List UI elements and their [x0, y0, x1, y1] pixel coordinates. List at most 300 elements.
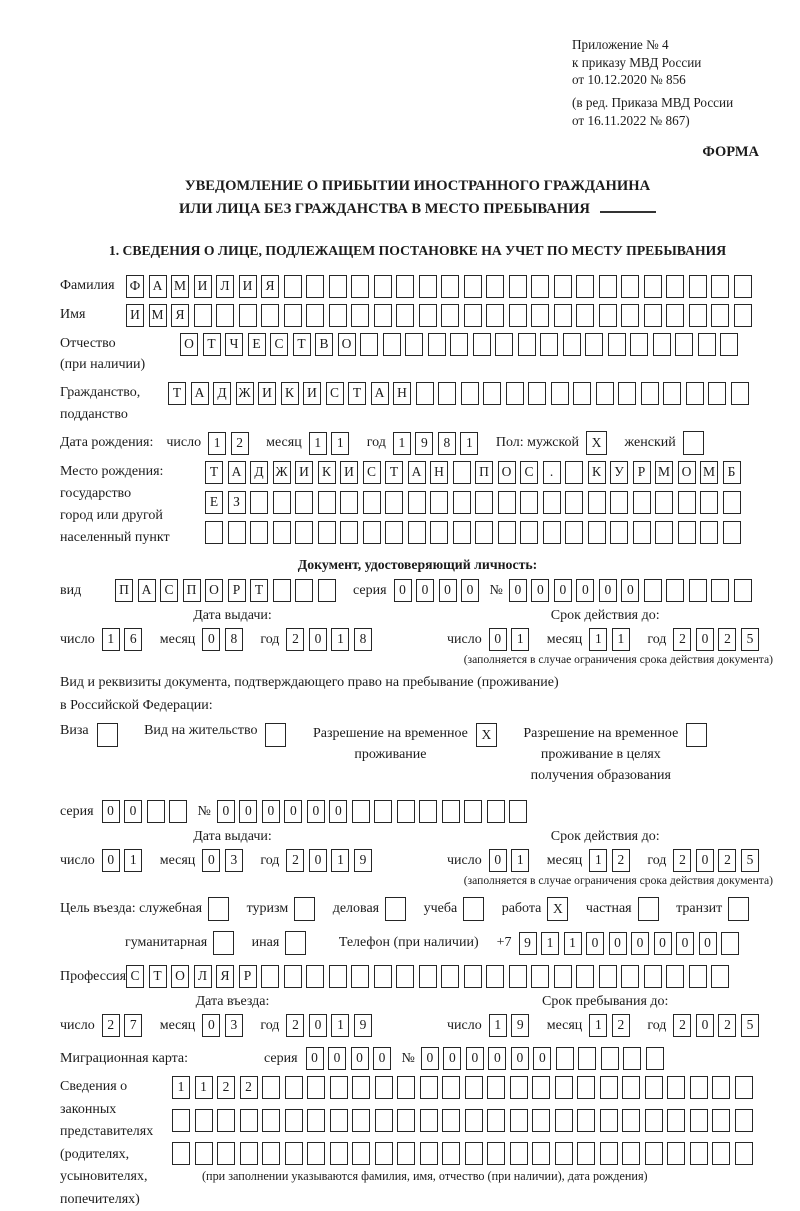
form-cell[interactable] [416, 382, 434, 405]
form-cell[interactable]: 0 [554, 579, 572, 602]
form-cell[interactable]: О [171, 965, 189, 988]
form-cell[interactable] [330, 1142, 348, 1165]
form-cell[interactable]: 1 [393, 432, 411, 455]
form-cell[interactable] [195, 1142, 213, 1165]
form-cell[interactable] [375, 1109, 393, 1132]
form-cell[interactable] [464, 304, 482, 327]
form-cell[interactable] [396, 304, 414, 327]
form-cell[interactable] [644, 965, 662, 988]
form-cell[interactable]: А [138, 579, 156, 602]
form-cell[interactable] [563, 333, 581, 356]
form-cell[interactable] [239, 304, 257, 327]
form-cell[interactable]: X [476, 723, 497, 747]
form-cell[interactable]: 0 [202, 849, 220, 872]
form-cell[interactable] [678, 521, 696, 544]
form-cell[interactable]: П [475, 461, 493, 484]
form-cell[interactable] [734, 275, 752, 298]
form-cell[interactable]: 6 [124, 628, 142, 651]
form-cell[interactable]: И [295, 461, 313, 484]
form-cell[interactable] [618, 382, 636, 405]
form-cell[interactable]: Т [205, 461, 223, 484]
form-cell[interactable] [250, 491, 268, 514]
form-cell[interactable]: М [700, 461, 718, 484]
form-cell[interactable]: И [303, 382, 321, 405]
form-cell[interactable] [576, 965, 594, 988]
form-cell[interactable]: Е [248, 333, 266, 356]
form-cell[interactable] [686, 382, 704, 405]
form-cell[interactable] [195, 1109, 213, 1132]
form-cell[interactable]: 9 [519, 932, 537, 955]
form-cell[interactable] [330, 1076, 348, 1099]
form-cell[interactable] [735, 1142, 753, 1165]
form-cell[interactable]: 1 [564, 932, 582, 955]
form-cell[interactable] [622, 1109, 640, 1132]
form-cell[interactable] [509, 304, 527, 327]
form-cell[interactable] [596, 382, 614, 405]
form-cell[interactable] [397, 800, 415, 823]
form-cell[interactable] [329, 304, 347, 327]
form-cell[interactable]: Т [149, 965, 167, 988]
form-cell[interactable] [622, 1076, 640, 1099]
form-cell[interactable]: 2 [612, 849, 630, 872]
form-cell[interactable]: Р [228, 579, 246, 602]
form-cell[interactable]: 2 [286, 849, 304, 872]
form-cell[interactable] [633, 491, 651, 514]
form-cell[interactable]: 2 [102, 1014, 120, 1037]
form-cell[interactable] [518, 333, 536, 356]
form-cell[interactable] [653, 333, 671, 356]
form-cell[interactable]: 1 [172, 1076, 190, 1099]
form-cell[interactable] [728, 897, 749, 921]
form-cell[interactable] [475, 521, 493, 544]
form-cell[interactable] [453, 521, 471, 544]
form-cell[interactable]: Л [194, 965, 212, 988]
form-cell[interactable]: 1 [541, 932, 559, 955]
form-cell[interactable] [666, 579, 684, 602]
form-cell[interactable]: В [315, 333, 333, 356]
form-cell[interactable] [329, 275, 347, 298]
form-cell[interactable]: О [678, 461, 696, 484]
form-cell[interactable] [644, 579, 662, 602]
form-cell[interactable]: 1 [460, 432, 478, 455]
form-cell[interactable]: О [180, 333, 198, 356]
form-cell[interactable]: Р [633, 461, 651, 484]
form-cell[interactable] [352, 1142, 370, 1165]
form-cell[interactable] [551, 382, 569, 405]
form-cell[interactable] [250, 521, 268, 544]
form-cell[interactable]: Л [216, 275, 234, 298]
form-cell[interactable] [506, 382, 524, 405]
form-cell[interactable]: И [239, 275, 257, 298]
form-cell[interactable]: 9 [354, 1014, 372, 1037]
form-cell[interactable]: 0 [416, 579, 434, 602]
form-cell[interactable]: 2 [612, 1014, 630, 1037]
form-cell[interactable] [464, 965, 482, 988]
form-cell[interactable] [711, 304, 729, 327]
form-cell[interactable] [420, 1109, 438, 1132]
form-cell[interactable] [419, 275, 437, 298]
form-cell[interactable] [510, 1076, 528, 1099]
form-cell[interactable] [172, 1142, 190, 1165]
form-cell[interactable] [217, 1142, 235, 1165]
form-cell[interactable]: 0 [443, 1047, 461, 1070]
form-cell[interactable] [698, 333, 716, 356]
form-cell[interactable] [295, 491, 313, 514]
form-cell[interactable]: К [588, 461, 606, 484]
form-cell[interactable] [708, 382, 726, 405]
form-cell[interactable] [621, 304, 639, 327]
form-cell[interactable]: Т [385, 461, 403, 484]
form-cell[interactable] [520, 521, 538, 544]
form-cell[interactable] [262, 1142, 280, 1165]
form-cell[interactable]: 5 [741, 849, 759, 872]
form-cell[interactable] [318, 579, 336, 602]
form-cell[interactable]: Н [393, 382, 411, 405]
form-cell[interactable]: 0 [202, 1014, 220, 1037]
form-cell[interactable] [645, 1076, 663, 1099]
form-cell[interactable] [442, 800, 460, 823]
form-cell[interactable]: 0 [461, 579, 479, 602]
form-cell[interactable] [420, 1142, 438, 1165]
form-cell[interactable]: 0 [696, 1014, 714, 1037]
form-cell[interactable] [487, 1076, 505, 1099]
form-cell[interactable]: О [338, 333, 356, 356]
form-cell[interactable]: 1 [589, 628, 607, 651]
form-cell[interactable] [543, 491, 561, 514]
form-cell[interactable] [498, 491, 516, 514]
form-cell[interactable] [638, 897, 659, 921]
form-cell[interactable] [555, 1109, 573, 1132]
form-cell[interactable]: 0 [394, 579, 412, 602]
form-cell[interactable] [554, 965, 572, 988]
form-cell[interactable] [576, 275, 594, 298]
form-cell[interactable]: О [498, 461, 516, 484]
form-cell[interactable] [307, 1076, 325, 1099]
form-cell[interactable]: П [115, 579, 133, 602]
form-cell[interactable] [540, 333, 558, 356]
form-cell[interactable] [261, 965, 279, 988]
form-cell[interactable]: 0 [309, 628, 327, 651]
form-cell[interactable] [600, 1142, 618, 1165]
form-cell[interactable] [644, 304, 662, 327]
form-cell[interactable] [588, 521, 606, 544]
form-cell[interactable] [217, 1109, 235, 1132]
form-cell[interactable] [675, 333, 693, 356]
form-cell[interactable] [442, 1076, 460, 1099]
form-cell[interactable] [329, 965, 347, 988]
form-cell[interactable] [623, 1047, 641, 1070]
form-cell[interactable]: 1 [331, 432, 349, 455]
form-cell[interactable]: 0 [351, 1047, 369, 1070]
form-cell[interactable] [734, 579, 752, 602]
form-cell[interactable]: К [318, 461, 336, 484]
form-cell[interactable] [405, 333, 423, 356]
form-cell[interactable]: 0 [488, 1047, 506, 1070]
form-cell[interactable] [723, 491, 741, 514]
form-cell[interactable] [216, 304, 234, 327]
form-cell[interactable] [463, 897, 484, 921]
form-cell[interactable] [689, 965, 707, 988]
form-cell[interactable] [689, 275, 707, 298]
form-cell[interactable]: 0 [102, 800, 120, 823]
form-cell[interactable]: 0 [511, 1047, 529, 1070]
form-cell[interactable]: 9 [511, 1014, 529, 1037]
form-cell[interactable] [397, 1142, 415, 1165]
form-cell[interactable] [735, 1076, 753, 1099]
form-cell[interactable] [147, 800, 165, 823]
form-cell[interactable]: 0 [262, 800, 280, 823]
form-cell[interactable] [330, 1109, 348, 1132]
form-cell[interactable]: З [228, 491, 246, 514]
form-cell[interactable] [374, 275, 392, 298]
form-cell[interactable] [396, 965, 414, 988]
form-cell[interactable] [731, 382, 749, 405]
form-cell[interactable]: 0 [124, 800, 142, 823]
form-cell[interactable]: 0 [696, 849, 714, 872]
form-cell[interactable]: 1 [309, 432, 327, 455]
form-cell[interactable] [306, 304, 324, 327]
form-cell[interactable]: 1 [331, 1014, 349, 1037]
form-cell[interactable] [510, 1109, 528, 1132]
form-cell[interactable]: С [126, 965, 144, 988]
form-cell[interactable] [683, 431, 704, 455]
form-cell[interactable] [208, 897, 229, 921]
form-cell[interactable]: 1 [208, 432, 226, 455]
form-cell[interactable] [397, 1109, 415, 1132]
form-cell[interactable] [531, 275, 549, 298]
form-cell[interactable] [601, 1047, 619, 1070]
form-cell[interactable]: Т [250, 579, 268, 602]
form-cell[interactable]: П [183, 579, 201, 602]
form-cell[interactable] [385, 491, 403, 514]
form-cell[interactable]: 2 [286, 628, 304, 651]
form-cell[interactable] [385, 521, 403, 544]
form-cell[interactable] [720, 333, 738, 356]
form-cell[interactable]: 0 [696, 628, 714, 651]
form-cell[interactable] [498, 521, 516, 544]
form-cell[interactable]: 5 [741, 628, 759, 651]
form-cell[interactable] [262, 1076, 280, 1099]
form-cell[interactable]: И [126, 304, 144, 327]
form-cell[interactable] [464, 275, 482, 298]
form-cell[interactable] [690, 1142, 708, 1165]
form-cell[interactable] [420, 1076, 438, 1099]
form-cell[interactable] [576, 304, 594, 327]
form-cell[interactable]: 0 [202, 628, 220, 651]
form-cell[interactable]: 2 [217, 1076, 235, 1099]
form-cell[interactable]: 0 [489, 849, 507, 872]
form-cell[interactable] [351, 965, 369, 988]
form-cell[interactable]: С [363, 461, 381, 484]
form-cell[interactable] [419, 965, 437, 988]
form-cell[interactable] [430, 491, 448, 514]
form-cell[interactable] [555, 1076, 573, 1099]
form-cell[interactable] [655, 521, 673, 544]
form-cell[interactable]: 0 [309, 849, 327, 872]
form-cell[interactable]: Ж [273, 461, 291, 484]
form-cell[interactable] [473, 333, 491, 356]
form-cell[interactable]: 1 [102, 628, 120, 651]
form-cell[interactable] [509, 800, 527, 823]
form-cell[interactable] [689, 579, 707, 602]
form-cell[interactable] [663, 382, 681, 405]
form-cell[interactable]: 0 [676, 932, 694, 955]
form-cell[interactable] [666, 304, 684, 327]
form-cell[interactable] [667, 1076, 685, 1099]
form-cell[interactable]: 0 [586, 932, 604, 955]
form-cell[interactable]: Я [261, 275, 279, 298]
form-cell[interactable]: Ф [126, 275, 144, 298]
form-cell[interactable] [577, 1109, 595, 1132]
form-cell[interactable] [600, 1109, 618, 1132]
form-cell[interactable] [483, 382, 501, 405]
form-cell[interactable]: 0 [217, 800, 235, 823]
form-cell[interactable]: 0 [621, 579, 639, 602]
form-cell[interactable]: 9 [415, 432, 433, 455]
form-cell[interactable]: 2 [240, 1076, 258, 1099]
form-cell[interactable] [667, 1142, 685, 1165]
form-cell[interactable] [734, 304, 752, 327]
form-cell[interactable] [686, 723, 707, 747]
form-cell[interactable] [599, 275, 617, 298]
form-cell[interactable] [461, 382, 479, 405]
form-cell[interactable] [383, 333, 401, 356]
form-cell[interactable]: Т [348, 382, 366, 405]
form-cell[interactable]: 8 [225, 628, 243, 651]
form-cell[interactable]: 1 [124, 849, 142, 872]
form-cell[interactable] [419, 800, 437, 823]
form-cell[interactable]: 1 [195, 1076, 213, 1099]
form-cell[interactable]: 2 [718, 1014, 736, 1037]
form-cell[interactable] [352, 800, 370, 823]
form-cell[interactable] [284, 304, 302, 327]
form-cell[interactable] [374, 800, 392, 823]
form-cell[interactable]: 1 [589, 1014, 607, 1037]
form-cell[interactable]: 0 [609, 932, 627, 955]
form-cell[interactable]: 1 [511, 628, 529, 651]
form-cell[interactable]: 2 [286, 1014, 304, 1037]
form-cell[interactable]: 1 [589, 849, 607, 872]
form-cell[interactable]: И [340, 461, 358, 484]
form-cell[interactable] [646, 1047, 664, 1070]
form-cell[interactable] [273, 579, 291, 602]
form-cell[interactable]: 0 [631, 932, 649, 955]
form-cell[interactable] [555, 1142, 573, 1165]
form-cell[interactable]: М [149, 304, 167, 327]
form-cell[interactable] [306, 275, 324, 298]
form-cell[interactable] [487, 800, 505, 823]
form-cell[interactable] [318, 491, 336, 514]
form-cell[interactable] [556, 1047, 574, 1070]
form-cell[interactable] [240, 1109, 258, 1132]
form-cell[interactable]: 0 [654, 932, 672, 955]
form-cell[interactable]: 0 [284, 800, 302, 823]
form-cell[interactable] [363, 521, 381, 544]
form-cell[interactable] [630, 333, 648, 356]
form-cell[interactable] [531, 304, 549, 327]
form-cell[interactable] [700, 521, 718, 544]
form-cell[interactable]: 0 [533, 1047, 551, 1070]
form-cell[interactable]: К [281, 382, 299, 405]
form-cell[interactable] [385, 897, 406, 921]
form-cell[interactable] [689, 304, 707, 327]
form-cell[interactable]: 1 [331, 628, 349, 651]
form-cell[interactable]: Т [168, 382, 186, 405]
form-cell[interactable] [285, 1076, 303, 1099]
form-cell[interactable] [396, 275, 414, 298]
form-cell[interactable] [464, 800, 482, 823]
form-cell[interactable] [610, 521, 628, 544]
form-cell[interactable] [374, 965, 392, 988]
form-cell[interactable] [486, 275, 504, 298]
form-cell[interactable]: 2 [673, 849, 691, 872]
form-cell[interactable]: М [655, 461, 673, 484]
form-cell[interactable] [205, 521, 223, 544]
form-cell[interactable]: О [205, 579, 223, 602]
form-cell[interactable] [340, 491, 358, 514]
form-cell[interactable] [306, 965, 324, 988]
form-cell[interactable] [453, 491, 471, 514]
form-cell[interactable] [265, 723, 286, 747]
form-cell[interactable] [465, 1076, 483, 1099]
form-cell[interactable]: 3 [225, 849, 243, 872]
form-cell[interactable] [442, 1142, 460, 1165]
form-cell[interactable]: А [371, 382, 389, 405]
form-cell[interactable] [213, 931, 234, 955]
form-cell[interactable] [645, 1142, 663, 1165]
form-cell[interactable] [622, 1142, 640, 1165]
form-cell[interactable] [374, 304, 392, 327]
form-cell[interactable] [565, 521, 583, 544]
form-cell[interactable]: С [520, 461, 538, 484]
form-cell[interactable] [520, 491, 538, 514]
form-cell[interactable] [486, 965, 504, 988]
form-cell[interactable] [678, 491, 696, 514]
form-cell[interactable] [450, 333, 468, 356]
form-cell[interactable] [577, 1076, 595, 1099]
form-cell[interactable] [610, 491, 628, 514]
form-cell[interactable]: 0 [531, 579, 549, 602]
form-cell[interactable] [585, 333, 603, 356]
form-cell[interactable] [721, 932, 739, 955]
form-cell[interactable] [588, 491, 606, 514]
form-cell[interactable] [295, 521, 313, 544]
form-cell[interactable] [228, 521, 246, 544]
form-cell[interactable] [565, 461, 583, 484]
form-cell[interactable]: 1 [612, 628, 630, 651]
form-cell[interactable]: 1 [511, 849, 529, 872]
form-cell[interactable]: С [160, 579, 178, 602]
form-cell[interactable]: А [191, 382, 209, 405]
form-cell[interactable] [486, 304, 504, 327]
form-cell[interactable]: А [228, 461, 246, 484]
form-cell[interactable]: 0 [328, 1047, 346, 1070]
form-cell[interactable] [532, 1076, 550, 1099]
form-cell[interactable] [667, 1109, 685, 1132]
form-cell[interactable] [273, 521, 291, 544]
form-cell[interactable]: А [149, 275, 167, 298]
form-cell[interactable]: 2 [718, 849, 736, 872]
form-cell[interactable] [285, 1142, 303, 1165]
form-cell[interactable]: Р [239, 965, 257, 988]
form-cell[interactable] [194, 304, 212, 327]
form-cell[interactable] [487, 1142, 505, 1165]
form-cell[interactable] [633, 521, 651, 544]
form-cell[interactable]: 0 [309, 1014, 327, 1037]
form-cell[interactable] [495, 333, 513, 356]
form-cell[interactable]: А [408, 461, 426, 484]
form-cell[interactable] [408, 491, 426, 514]
